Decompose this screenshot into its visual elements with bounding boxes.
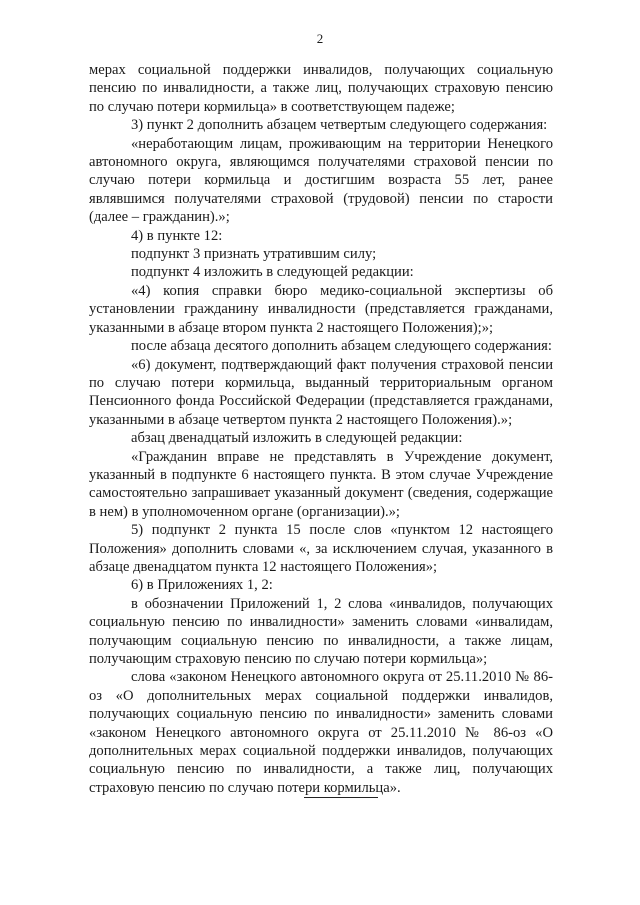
paragraph: слова «законом Ненецкого автономного округа от 25.11.2010 № 86-оз «О дополнительных мерах социальной поддержки инвалидов, получающих социальную пенсию по инвалидности» заменить словами «законом Ненецкого автономного округа от 25.11.2010 № 86-оз «О дополнительных мерах социальной поддержки инвалидов, получающих социальную пенсию по инвалидности, а также лиц, получающих страховую пенсию по случаю потери кормильца». [89, 669, 553, 796]
paragraph: «Гражданин вправе не представлять в Учреждение документ, указанный в подпункте 6 настоящего пункта. В этом случае Учреждение самостоятельно запрашивает указанный документ (сведения, содержащие в нем) в уполномоченном органе (организации).»; [89, 448, 553, 520]
page-number: 2 [316, 31, 324, 46]
paragraph: «4) копия справки бюро медико-социальной экспертизы об установлении гражданину инвалидности (представляется гражданами, указанными в абзаце втором пункта 2 настоящего Положения);»; [89, 282, 553, 336]
paragraph: после абзаца десятого дополнить абзацем следующего содержания: [131, 338, 552, 355]
end-divider [304, 797, 378, 798]
paragraph: 4) в пункте 12: [131, 227, 223, 244]
paragraph: 5) подпункт 2 пункта 15 после слов «пунктом 12 настоящего Положения» дополнить словами «, за исключением случая, указанного в абзаце двенадцатом пункта 12 настоящего Положения»; [89, 522, 553, 575]
paragraph: в обозначении Приложений 1, 2 слова «инвалидов, получающих социальную пенсию по инвалидности» заменить словами «инвалидам, получающим социальную пенсию по инвалидности, а также лицам, получающим страховую пенсию по случаю потери кормильца»; [89, 595, 553, 667]
paragraph: абзац двенадцатый изложить в следующей редакции: [131, 430, 463, 447]
paragraph: «неработающим лицам, проживающим на территории Ненецкого автономного округа, являющимся получателями страховой пенсии по случаю потери кормильца и достигшим возраста 55 лет, ранее являвшимся получателями страховой (трудовой) пенсии по старости (далее – гражданин).»; [89, 135, 553, 226]
paragraph: 3) пункт 2 дополнить абзацем четвертым следующего содержания: [131, 117, 548, 134]
paragraph: подпункт 4 изложить в следующей редакции: [131, 264, 414, 281]
paragraph: мерах социальной поддержки инвалидов, получающих социальную пенсию по инвалидности, а также лиц, получающих страховую пенсию по случаю потери кормильца» в соответствующем падеже; [89, 62, 553, 115]
paragraph: 6) в Приложениях 1, 2: [131, 577, 273, 594]
paragraph: подпункт 3 признать утратившим силу; [131, 246, 377, 263]
document-body [89, 61, 553, 797]
paragraph: «6) документ, подтверждающий факт получения страховой пенсии по случаю потери кормильца, выданный территориальным органом Пенсионного фонда Российской Федерации (представляется гражданами, указанными в абзаце четвертом пункта 2 настоящего Положения).»; [89, 356, 553, 428]
